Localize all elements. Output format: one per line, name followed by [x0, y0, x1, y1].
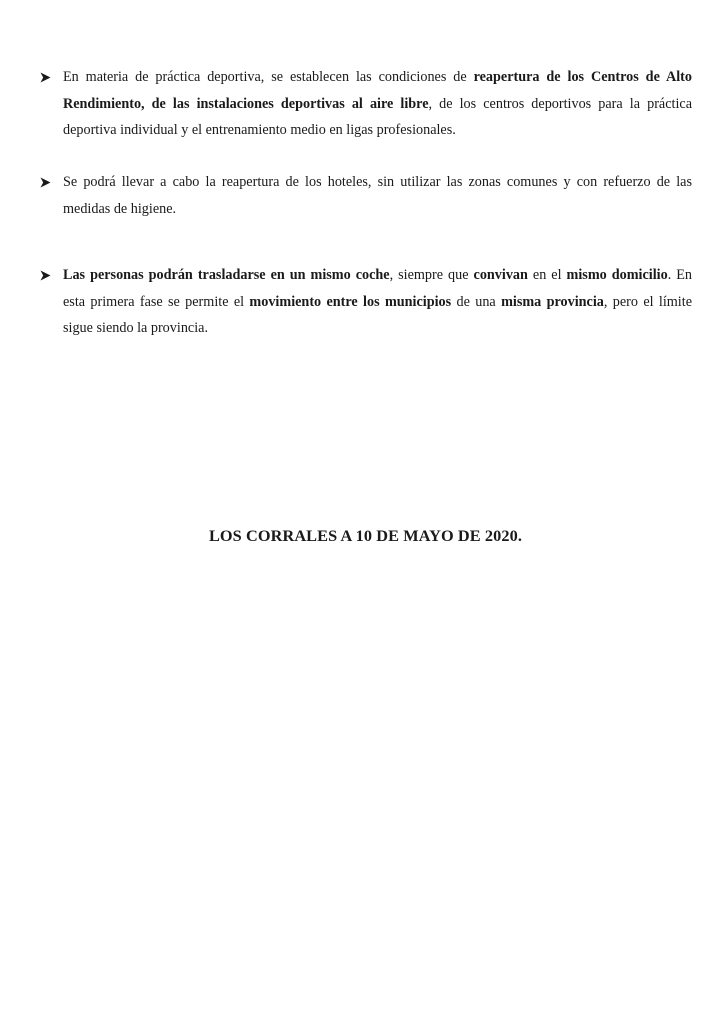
bullet-text-segment: Se podrá llevar a cabo la reapertura de los hoteles, sin utilizar las zonas comunes y con refuerzo de las medidas de higiene.: [63, 174, 692, 217]
bullet-item: [40, 262, 692, 342]
bullet-text: [63, 169, 692, 222]
bullet-text: [63, 262, 692, 342]
arrowhead-bullet-icon: [40, 262, 54, 288]
bullet-text: [63, 64, 692, 144]
bullet-text-segment: . En esta primera fase se permite el: [63, 267, 692, 310]
bullet-text-segment: de una: [451, 293, 502, 310]
bullet-text-segment: , siempre que: [389, 267, 474, 283]
bullet-text-segment: en el: [527, 267, 567, 283]
bullet-text-bold-segment: mismo domicilio: [566, 267, 668, 283]
bullet-item: [40, 64, 692, 144]
bullet-text-segment: , de los centros deportivos para la práctica deportiva individual y el entrenamiento medio en ligas profesionales.: [63, 95, 692, 138]
bullet-text-bold-segment: movimiento entre los municipios: [249, 293, 452, 310]
bullet-text-bold-segment: Las personas podrán trasladarse en un mismo coche: [63, 267, 390, 283]
arrowhead-bullet-icon: [40, 169, 54, 195]
bullet-text-bold-segment: misma provincia: [501, 293, 604, 310]
closing-date-line: LOS CORRALES A 10 DE MAYO DE 2020.: [208, 526, 523, 545]
bullet-text-bold-segment: reapertura de los Centros de Alto Rendimiento, de las instalaciones deportivas al aire libre: [63, 69, 692, 112]
arrowhead-bullet-icon: [40, 64, 54, 90]
bullet-text-bold-segment: convivan: [473, 267, 528, 283]
bullet-text-segment: , pero el límite sigue siendo la provincia.: [63, 293, 692, 336]
bullet-item: [40, 169, 692, 222]
bullet-text-segment: En materia de práctica deportiva, se establecen las condiciones de: [63, 69, 474, 85]
